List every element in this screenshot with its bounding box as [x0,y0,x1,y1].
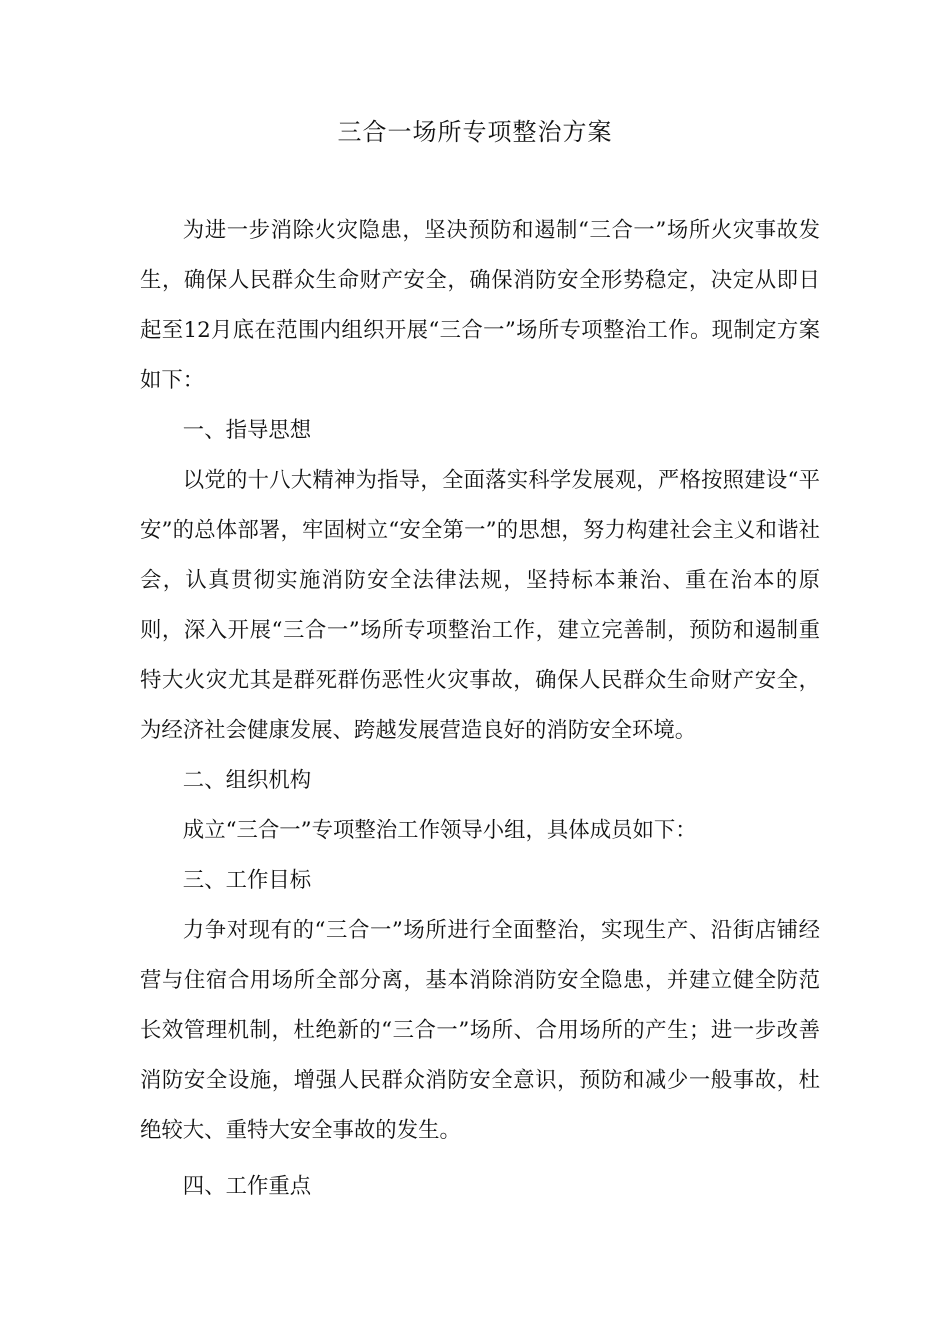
guiding-ideology-paragraph: 以党的十八大精神为指导，全面落实科学发展观，严格按照建设“平安”的总体部署，牢固树立“安全第一”的思想，努力构建社会主义和谐社会，认真贯彻实施消防安全法律法规，坚持标本兼治、重在治本的原则，深入开展“三合一”场所专项整治工作，建立完善制，预防和遏制重特大火灾尤其是群死群伤恶性火灾事故，确保人民群众生命财产安全，为经济社会健康发展、跨越发展营造良好的消防安全环境。 [140,468,820,743]
section-heading-guiding-ideology: 一、指导思想 [182,418,312,443]
intro-paragraph: 为进一步消除火灾隐患，坚决预防和遏制“三合一”场所火灾事故发生，确保人民群众生命财产安全，确保消防安全形势稳定，决定从即日起至12月底在范围内组织开展“三合一”场所专项整治工作。现制定方案如下： [140,218,820,393]
section-heading-work-focus: 四、工作重点 [182,1174,312,1199]
document-title: 三合一场所专项整治方案 [337,118,613,146]
section-heading-organization: 二、组织机构 [182,768,312,793]
section-heading-work-goals: 三、工作目标 [182,868,312,893]
document-body [140,206,820,1212]
work-goals-paragraph: 力争对现有的“三合一”场所进行全面整治，实现生产、沿街店铺经营与住宿合用场所全部分离，基本消除消防安全隐患，并建立健全防范长效管理机制，杜绝新的“三合一”场所、合用场所的产生；进一步改善消防安全设施，增强人民群众消防安全意识，预防和减少一般事故，杜绝较大、重特大安全事故的发生。 [140,918,820,1143]
organization-paragraph: 成立“三合一”专项整治工作领导小组，具体成员如下： [182,818,697,843]
